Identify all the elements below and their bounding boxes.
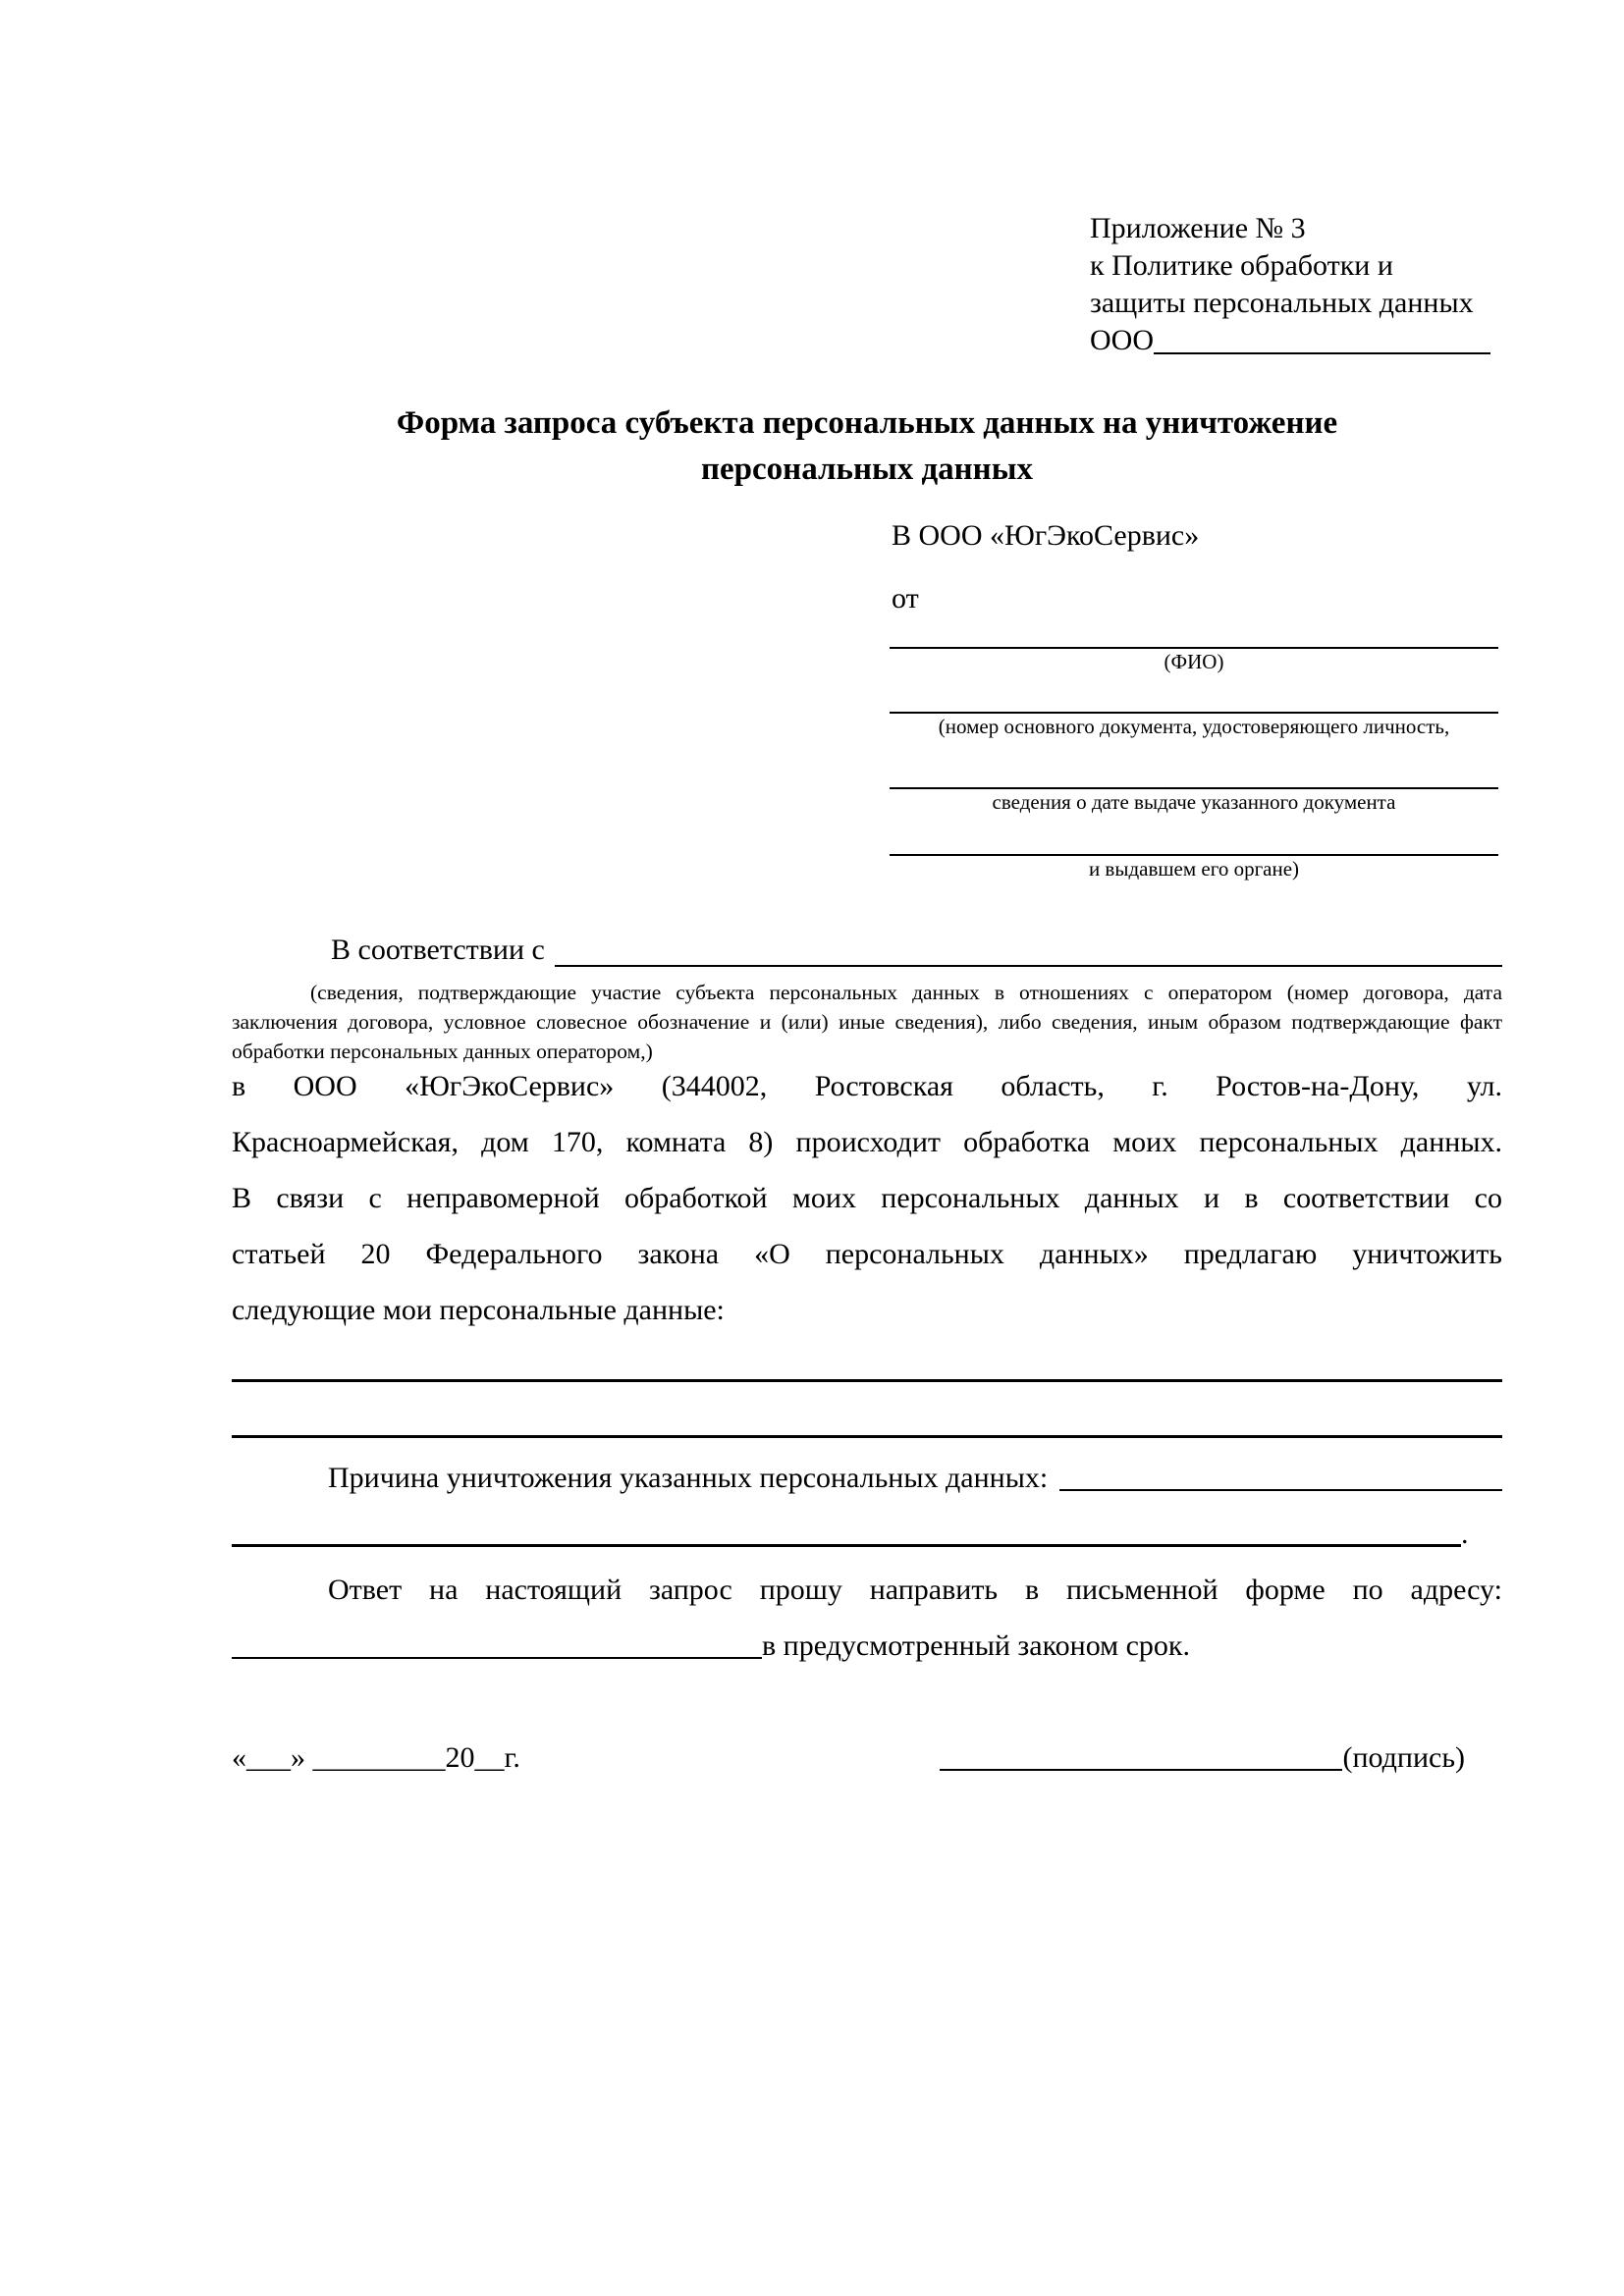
body-line-5: следующие мои персональные данные: [232, 1294, 725, 1326]
document-number-caption: (номер основного документа, удостоверяющего личность, [938, 715, 1450, 738]
issue-date-caption: сведения о дате выдаче указанного документа [992, 790, 1396, 814]
field-issue-date [890, 755, 1498, 815]
form-title [232, 400, 1502, 493]
reason-blank-line [1059, 1450, 1502, 1491]
accordance-lead: В соответствии с [331, 934, 545, 966]
blank-line-rule-1 [232, 1338, 1502, 1382]
reason-line [232, 1450, 1502, 1506]
field-issuing-authority [890, 822, 1498, 881]
from-label: от [892, 582, 919, 614]
field-fio [890, 614, 1498, 674]
body-line-4: статьей 20 Федерального закона «О персональных данных» предлагаю уничтожить [232, 1238, 1502, 1270]
signing-gap [520, 1730, 941, 1786]
personal-data-blank-line-1 [232, 1338, 1502, 1394]
main-text [232, 1058, 1502, 1786]
body-line-1: в ООО «ЮгЭкоСервис» (344002, Ростовская область, г. Ростов-на-Дону, ул. [232, 1070, 1502, 1102]
answer-line-2 [232, 1618, 1502, 1674]
reason-continuation-rule [232, 1506, 1461, 1547]
body-line-3: В связи с неправомерной обработкой моих персональных данных и в соответствии со [232, 1182, 1502, 1214]
issuing-authority-caption: и выдавшем его органе) [1088, 857, 1300, 881]
appendix-line-1: Приложение № 3 [1090, 212, 1306, 244]
appendix-line-2: к Политике обработки и [1090, 249, 1393, 282]
addressee-organization: В ООО «ЮгЭкоСервис» [892, 519, 1200, 552]
reason-label: Причина уничтожения указанных персональных данных: [328, 1462, 1049, 1494]
appendix-line-3: защиты персональных данных [1090, 287, 1474, 319]
form-title-line-1: Форма запроса субъекта персональных данных на уничтожение [396, 405, 1338, 441]
issue-date-blank-line [890, 755, 1498, 789]
accordance-note-line-3: обработки персональных данных оператором,) [232, 1040, 653, 1063]
accordance-note-line-1: (сведения, подтверждающие участие субъекта персональных данных в отношениях с оператором (номер договора, дата [310, 981, 1502, 1004]
accordance-note [232, 978, 1502, 1066]
answer-line-1: Ответ на настоящий запрос прошу направить в письменной форме по адресу: [328, 1574, 1502, 1606]
company-prefix: ООО [1090, 324, 1154, 356]
signature-caption: (подпись) [1342, 1741, 1465, 1774]
appendix-company-line [1090, 322, 1490, 359]
field-document-number [890, 679, 1498, 739]
reason-trailing-period: . [1461, 1518, 1469, 1550]
document-number-blank-line [890, 679, 1498, 714]
date-line: «___» _________20__г. [232, 1741, 520, 1774]
accordance-line [232, 932, 1502, 969]
issuing-authority-blank-line [890, 822, 1498, 856]
form-title-line-2: персональных данных [701, 452, 1033, 487]
reason-blank-continuation [232, 1506, 1502, 1562]
spacer-line [232, 1674, 1502, 1730]
answer-line-2-tail: в предусмотренный законом срок. [762, 1629, 1190, 1662]
fio-caption: (ФИО) [1164, 650, 1224, 673]
accordance-note-line-2: заключения договора, условное словесное обозначение и (или) иные сведения), либо сведения, иным образом подтверждающие факт [232, 1010, 1502, 1034]
signature-blank-line [940, 1730, 1342, 1771]
address-blank-line [232, 1618, 762, 1659]
personal-data-blank-line-2 [232, 1394, 1502, 1450]
signing-row [232, 1730, 1502, 1786]
body-line-2: Красноармейская, дом 170, комната 8) происходит обработка моих персональных данных. [232, 1126, 1502, 1158]
appendix-block [1090, 210, 1490, 359]
accordance-blank-line [555, 932, 1502, 967]
company-name-blank [1154, 322, 1490, 354]
blank-line-rule-2 [232, 1394, 1502, 1438]
fio-blank-line [890, 614, 1498, 649]
